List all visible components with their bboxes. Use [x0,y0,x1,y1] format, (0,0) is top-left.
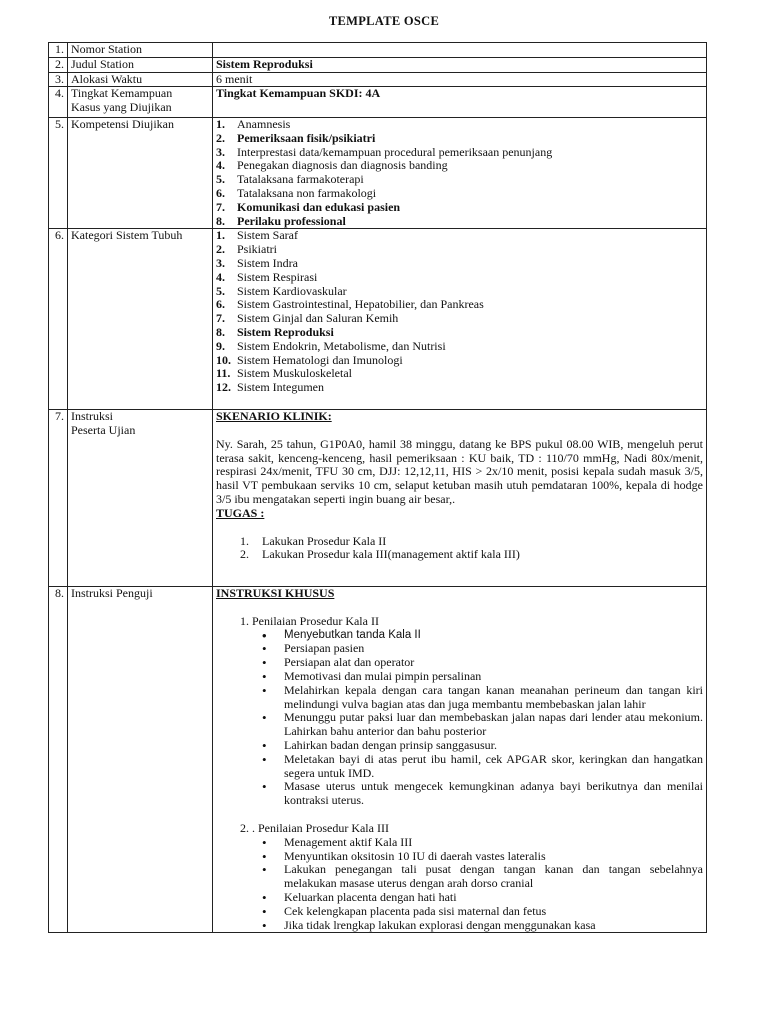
row-label: Kompetensi Diujikan [68,117,213,228]
list-item [216,285,703,299]
list-item-text: Tatalaksana non farmakologi [237,185,377,200]
list-item [216,257,703,271]
table-row [49,117,707,228]
row-label-line: Tingkat Kemampuan [71,86,173,101]
list-item [216,173,703,187]
checklist-item: • Persiapan alat dan operator [284,656,703,670]
section-title: 1. Penilaian Prosedur Kala II [240,613,379,628]
checklist-item: • Menunggu putar paksi luar dan membebaskan jalan napas dari lender atau mekonium. Lahirkan bahu anterior dan bahu posterior [284,711,703,739]
row-number: 8. [49,587,68,933]
checklist-item: • Melahirkan kepala dengan cara tangan kanan meanahan perineum dan tangan kiri melindungi vulva bagian atas dan juga membantu membebaskan jalan lahir [284,684,703,712]
list-item-text: Sistem Respirasi [237,269,318,284]
row-number: 6. [49,229,68,410]
row-number: 3. [49,72,68,87]
document-title: TEMPLATE OSCE [328,14,440,28]
list-item [216,159,703,173]
checklist-item: • Lakukan penegangan tali pusat dengan tangan kanan dan tangan sebelahnya melakukan masase uterus dengan arah dorso cranial [284,863,703,891]
list-item-number: 8. [216,213,225,228]
list-item-number: 7. [216,199,225,214]
kala-iii-checklist [216,836,703,933]
list-item-text: Interprestasi data/kemampuan procedural pemeriksaan penunjang [237,144,553,159]
table-row [49,72,707,87]
list-item-number: 5. [216,283,225,298]
list-item-text: Sistem Hematologi dan Imunologi [237,352,403,367]
row-label: Instruksi Penguji [68,587,213,933]
list-item-text: Sistem Reproduksi [237,324,334,339]
row-label: Judul Station [68,57,213,72]
list-item [216,215,703,229]
checklist-item: • Menagement aktif Kala III [284,836,703,850]
participant-instruction-cell [213,409,707,586]
list-item-text: Sistem Indra [237,255,298,270]
list-item [216,381,703,395]
task-number: 1. [240,533,249,548]
list-item-text: Sistem Gastrointestinal, Hepatobilier, dan Pankreas [237,297,484,312]
list-item [216,326,703,340]
list-item-number: 8. [216,324,225,339]
list-item-number: 6. [216,185,225,200]
row-label: Nomor Station [68,43,213,58]
spacer [216,601,703,615]
list-item-number: 2. [216,242,225,257]
list-item-text: Sistem Integumen [237,380,324,395]
station-title: Sistem Reproduksi [213,57,707,72]
list-item-number: 6. [216,297,225,312]
list-item-number: 1. [216,116,225,131]
list-item-text: Sistem Muskuloskeletal [237,366,352,381]
table-row [49,587,707,933]
list-item-text: Pemeriksaan fisik/psikiatri [237,130,376,145]
task-text: Lakukan Prosedur kala III(management aktif kala III) [262,547,520,562]
examiner-instruction-cell [213,587,707,933]
list-item-number: 5. [216,172,225,187]
table-row [49,409,707,586]
list-item [216,201,703,215]
checklist-item: • Jika tidak lrengkap lakukan explorasi dengan menggunakan kasa [284,919,703,933]
list-item [216,367,703,381]
checklist-item: • Menyebutkan tanda Kala II [284,629,703,643]
list-item-text: Sistem Ginjal dan Saluran Kemih [237,311,399,326]
scenario-text: Ny. Sarah, 25 tahun, G1P0A0, hamil 38 minggu, datang ke BPS pukul 08.00 WIB, mengeluh perut terasa sakit, kenceng-kenceng, hasil pemeriksaan : KU baik, TD : 110/70 mmHg, Nadi 80x/menit, respirasi 24x/menit, TFU 30 cm, DJJ: 12,12,11, HIS > 2x/10 menit, posisi kepala sudah masuk 3/5, hasil VT pembukaan serviks 10 cm, selaput ketuban masih utuh pemdataran 100%, kepala di hodge 3/5 ibu mengatakan seperti ingin buang air besar,. [216,436,703,506]
spacer [216,395,703,409]
row-label-line: Kasus yang Diujikan [71,100,172,115]
osce-template-table [48,42,707,933]
list-item-number: 9. [216,338,225,353]
list-item [216,243,703,257]
list-item [216,146,703,160]
row-label: Alokasi Waktu [68,72,213,87]
list-item-text: Sistem Endokrin, Metabolisme, dan Nutrisi [237,338,446,353]
task-number: 2. [240,547,249,562]
kala-ii-checklist [216,629,703,808]
section-title: 2. . Penilaian Prosedur Kala III [240,821,389,836]
row-label-line: Peserta Ujian [71,422,136,437]
list-item-text: Komunikasi dan edukasi pasien [237,199,401,214]
list-item-number: 11. [216,366,231,381]
row-number: 2. [49,57,68,72]
list-item-number: 4. [216,158,225,173]
row-number: 1. [49,43,68,58]
list-item-text: Sistem Saraf [237,228,298,243]
spacer [216,424,703,438]
list-item-text: Perilaku professional [237,213,346,228]
task-item [240,548,703,562]
list-item-number: 12. [216,380,231,395]
list-item-number: 2. [216,130,225,145]
checklist-item: • Meletakan bayi di atas perut ibu hamil, cek APGAR skor, keringkan dan hangatkan segera untuk IMD. [284,753,703,781]
time-allocation: 6 menit [213,72,707,87]
list-item [216,118,703,132]
checklist-item: • Lahirkan badan dengan prinsip sanggasusur. [284,739,703,753]
table-row [49,43,707,58]
list-item [216,312,703,326]
table-row [49,229,707,410]
list-item-number: 1. [216,228,225,243]
list-item-text: Psikiatri [237,242,278,257]
list-item-text: Sistem Kardiovaskular [237,283,347,298]
list-item-text: Penegakan diagnosis dan diagnosis banding [237,158,448,173]
list-item-number: 7. [216,311,225,326]
special-instructions-heading: INSTRUKSI KHUSUS [216,586,335,601]
checklist-item: • Keluarkan placenta dengan hati hati [284,891,703,905]
scenario-heading: SKENARIO KLINIK: [216,408,332,423]
task-list [216,535,703,563]
row-label-line: Instruksi [71,408,113,423]
checklist-item: • Persiapan pasien [284,642,703,656]
body-system-cell [213,229,707,410]
competency-list [216,118,703,228]
task-item [240,535,703,549]
spacer [216,562,703,586]
list-item [216,229,703,243]
list-item-number: 4. [216,269,225,284]
body-system-list [216,229,703,395]
row-label [68,87,213,118]
row-number: 7. [49,409,68,586]
list-item [216,340,703,354]
list-item-text: Anamnesis [237,116,291,131]
spacer [216,808,703,822]
checklist-item: • Memotivasi dan mulai pimpin persalinan [284,670,703,684]
table-row [49,87,707,118]
checklist-item: • Masase uterus untuk mengecek kemungkinan adanya bayi berikutnya dan menilai kontraksi uterus. [284,780,703,808]
list-item [216,271,703,285]
competency-list-cell [213,117,707,228]
list-item [216,132,703,146]
list-item [216,187,703,201]
task-text: Lakukan Prosedur Kala II [262,533,387,548]
list-item-number: 10. [216,352,231,367]
row-number: 5. [49,117,68,228]
list-item-number: 3. [216,144,225,159]
list-item-text: Tatalaksana farmakoterapi [237,172,364,187]
row-value [213,43,707,58]
competency-level: Tingkat Kemampuan SKDI: 4A [213,87,707,118]
list-item [216,354,703,368]
checklist-item: • Cek kelengkapan placenta pada sisi maternal dan fetus [284,905,703,919]
spacer [216,521,703,535]
list-item-number: 3. [216,255,225,270]
row-label: Kategori Sistem Tubuh [68,229,213,410]
checklist-item: • Menyuntikan oksitosin 10 IU di daerah vastes lateralis [284,850,703,864]
list-item [216,298,703,312]
row-number: 4. [49,87,68,118]
row-label [68,409,213,586]
table-row [49,57,707,72]
tasks-heading: TUGAS : [216,505,265,520]
